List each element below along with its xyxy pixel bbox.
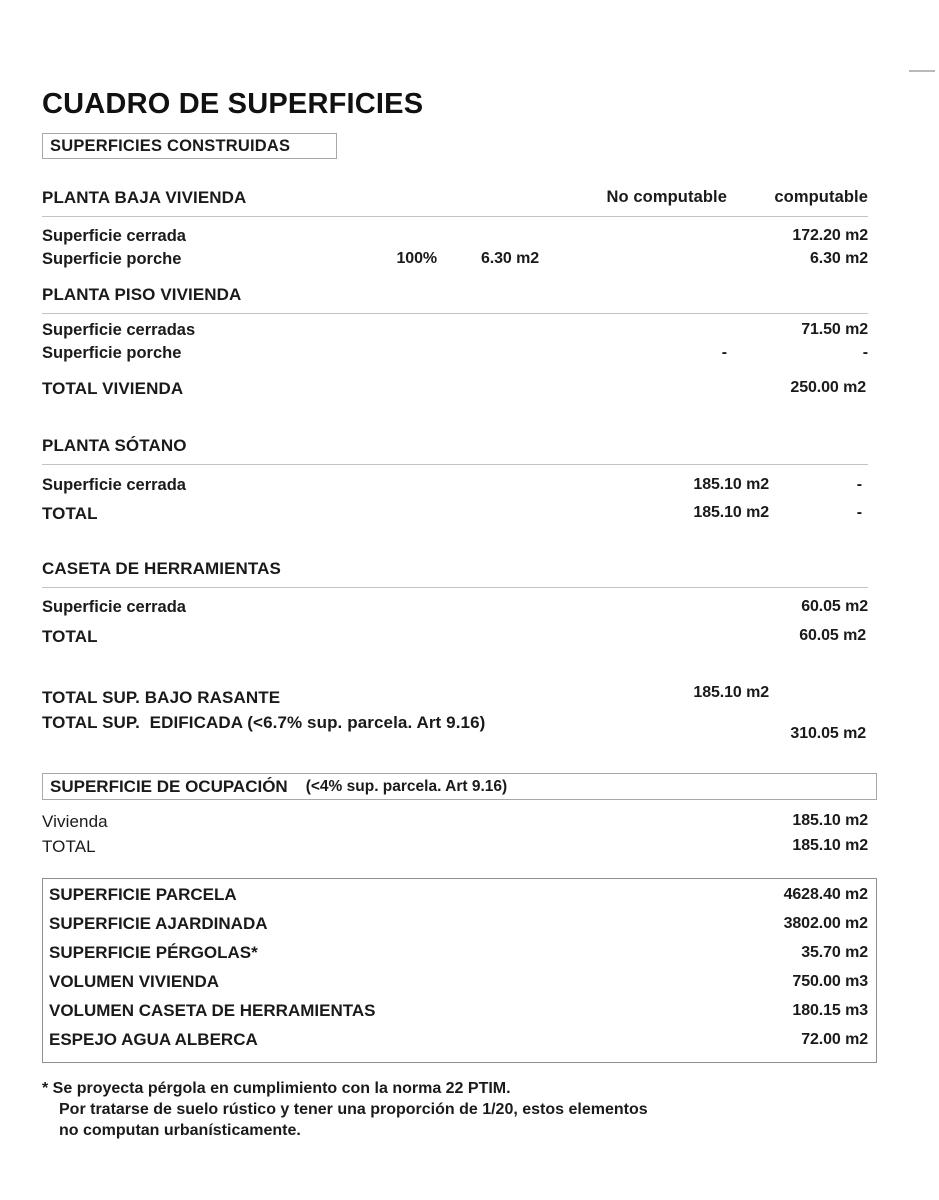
row-label: Superficie cerrada [42, 227, 186, 245]
row-label: Superficie porche [42, 344, 182, 362]
row-computable: 6.30 m2 [809, 250, 868, 267]
list-item [43, 943, 876, 972]
row-label: TOTAL SUP. EDIFICADA (<6.7% sup. parcela. Art 9.16) [42, 713, 486, 732]
summary-value: 750.00 m3 [792, 973, 868, 990]
row-label: Superficie porche [42, 250, 182, 268]
summary-value: 4628.40 m2 [783, 886, 868, 903]
section-heading-planta-sotano [42, 436, 868, 458]
row-computable: - [856, 504, 862, 521]
row-no-computable: 185.10 m2 [693, 504, 769, 521]
list-item [43, 914, 876, 943]
section-title: PLANTA PISO VIVIENDA [42, 285, 242, 304]
grand-total-bajo-rasante [42, 684, 868, 710]
total-row-vivienda [42, 379, 868, 401]
section-heading-caseta [42, 559, 868, 581]
row-no-computable: 185.10 m2 [693, 476, 769, 493]
row-label: TOTAL [42, 627, 98, 646]
footnote-line-2: Por tratarse de suelo rústico y tener una proporción de 1/20, estos elementos [59, 1101, 648, 1118]
section-divider [42, 216, 868, 217]
summary-value: 3802.00 m2 [783, 915, 868, 932]
table-row [42, 227, 868, 249]
summary-box [42, 878, 877, 1063]
row-no-computable: - [721, 344, 727, 361]
section-title: PLANTA SÓTANO [42, 436, 187, 455]
subtitle-box [42, 133, 337, 159]
list-item [43, 1001, 876, 1030]
summary-label: SUPERFICIE AJARDINADA [49, 914, 268, 933]
row-percent: 100% [396, 250, 437, 267]
section-title: CASETA DE HERRAMIENTAS [42, 559, 281, 578]
section-heading-planta-baja [42, 188, 868, 210]
column-header-no-computable: No computable [606, 188, 727, 206]
summary-label: SUPERFICIE PARCELA [49, 885, 237, 904]
column-header-computable: computable [774, 188, 868, 206]
list-item [43, 972, 876, 1001]
row-computable: 185.10 m2 [792, 837, 868, 854]
row-computable: 60.05 m2 [801, 598, 868, 615]
summary-label: ESPEJO AGUA ALBERCA [49, 1030, 258, 1049]
subtitle-label: SUPERFICIES CONSTRUIDAS [50, 136, 291, 155]
row-computable: 172.20 m2 [792, 227, 868, 244]
row-computable: 310.05 m2 [790, 725, 866, 742]
summary-label: VOLUMEN VIVIENDA [49, 972, 220, 991]
row-computable: 185.10 m2 [792, 812, 868, 829]
summary-value: 72.00 m2 [801, 1031, 868, 1048]
row-area-raw: 6.30 m2 [480, 250, 539, 267]
row-computable: - [862, 344, 868, 361]
row-computable: - [856, 476, 862, 493]
table-row [42, 598, 868, 620]
summary-label: VOLUMEN CASETA DE HERRAMIENTAS [49, 1001, 376, 1020]
table-row [42, 837, 868, 859]
list-item [43, 885, 876, 914]
row-label: TOTAL [42, 837, 96, 856]
occupation-header-box [42, 773, 877, 800]
footnote-line-3: no computan urbanísticamente. [59, 1122, 301, 1139]
table-row [42, 344, 868, 366]
row-no-computable: 185.10 m2 [693, 684, 769, 701]
summary-label: SUPERFICIE PÉRGOLAS* [49, 943, 258, 962]
row-label: Superficie cerrada [42, 476, 186, 494]
row-label: Superficie cerradas [42, 321, 196, 339]
occupation-note: (<4% sup. parcela. Art 9.16) [305, 777, 508, 795]
row-computable: 250.00 m2 [790, 379, 866, 396]
table-row [42, 321, 868, 343]
row-computable: 60.05 m2 [799, 627, 866, 644]
section-heading-planta-piso [42, 285, 868, 307]
section-divider [42, 313, 868, 314]
row-label: Superficie cerrada [42, 598, 186, 616]
page-title: CUADRO DE SUPERFICIES [42, 88, 424, 120]
footnote-line-1: * Se proyecta pérgola en cumplimiento con la norma 22 PTIM. [42, 1080, 511, 1097]
row-label: TOTAL [42, 504, 98, 523]
summary-value: 180.15 m3 [792, 1002, 868, 1019]
section-title: PLANTA BAJA VIVIENDA [42, 188, 247, 207]
row-label: Vivienda [42, 812, 108, 831]
table-row [42, 627, 868, 649]
footnote [42, 1078, 862, 1141]
page-registration-tick [909, 70, 935, 72]
grand-total-edificada [42, 713, 868, 742]
section-divider [42, 587, 868, 588]
row-label: TOTAL VIVIENDA [42, 379, 184, 398]
occupation-title: SUPERFICIE DE OCUPACIÓN [50, 776, 288, 796]
table-row [42, 250, 868, 272]
table-row [42, 476, 868, 498]
summary-value: 35.70 m2 [801, 944, 868, 961]
list-item [43, 1030, 876, 1059]
section-divider [42, 464, 868, 465]
row-label: TOTAL SUP. BAJO RASANTE [42, 688, 281, 707]
row-computable: 71.50 m2 [801, 321, 868, 338]
table-row [42, 812, 868, 834]
table-row [42, 504, 868, 526]
